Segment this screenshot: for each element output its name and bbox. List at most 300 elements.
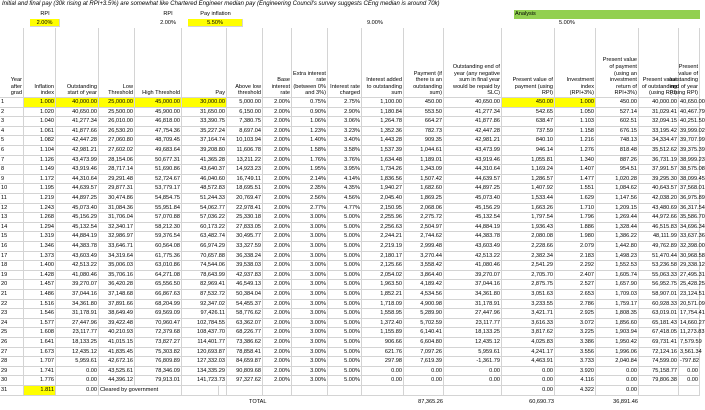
table-cell[interactable]: 2.00% — [263, 300, 292, 310]
table-cell[interactable]: 45,900.00 — [135, 108, 182, 118]
table-cell[interactable]: 1.776 — [24, 376, 56, 386]
table-cell[interactable]: Cleared by government — [99, 386, 219, 396]
column-header[interactable] — [328, 28, 362, 98]
table-cell[interactable]: 3.00% — [292, 309, 328, 319]
table-cell[interactable]: 59,376.54 — [135, 232, 182, 242]
table-cell[interactable]: 74,544.06 — [182, 261, 227, 271]
table-cell[interactable]: 14,660.27 — [679, 319, 700, 329]
column-header[interactable] — [56, 28, 99, 98]
table-cell[interactable]: 3.556 — [555, 348, 596, 358]
table-cell[interactable]: 1.340 — [555, 156, 596, 166]
column-header[interactable] — [502, 28, 555, 98]
table-cell[interactable]: 48,572.83 — [182, 184, 227, 194]
table-cell[interactable]: 2.14% — [292, 175, 328, 185]
table-cell[interactable]: 1.319 — [24, 232, 56, 242]
table-cell[interactable]: 46,818.00 — [135, 117, 182, 127]
table-cell[interactable]: 1 — [0, 98, 24, 108]
table-cell[interactable]: 25,428.25 — [679, 280, 700, 290]
table-cell[interactable]: 1,537.39 — [362, 146, 404, 156]
table-cell[interactable]: 26,530.20 — [99, 127, 135, 137]
table-cell[interactable]: 2.35% — [292, 184, 328, 194]
table-cell[interactable]: 1.000 — [555, 98, 596, 108]
table-cell[interactable]: 1,709.03 — [596, 290, 639, 300]
column-header[interactable] — [444, 28, 502, 98]
table-cell[interactable]: 2,744.62 — [404, 232, 444, 242]
table-cell[interactable]: 15 — [0, 232, 24, 242]
table-cell[interactable]: 4,241.17 — [502, 348, 555, 358]
table-cell[interactable]: 31,178.91 — [56, 309, 99, 319]
table-cell[interactable]: 6,140.41 — [404, 328, 444, 338]
table-cell[interactable]: 36,731.19 — [639, 156, 679, 166]
table-cell[interactable]: 1,808.35 — [596, 309, 639, 319]
table-cell[interactable]: 78,346.09 — [135, 367, 182, 377]
table-cell[interactable]: 23,117.77 — [56, 328, 99, 338]
table-cell[interactable]: 2.00% — [263, 165, 292, 175]
column-header[interactable] — [596, 28, 639, 98]
table-cell[interactable]: 1.629 — [555, 194, 596, 204]
table-cell[interactable]: 2,999.48 — [404, 242, 444, 252]
table-cell[interactable]: 46,549.13 — [227, 280, 263, 290]
table-cell[interactable]: 3.00% — [292, 280, 328, 290]
table-cell[interactable]: 2.00% — [263, 271, 292, 281]
table-cell[interactable]: 20,769.47 — [227, 194, 263, 204]
table-cell[interactable]: 33,327.59 — [227, 242, 263, 252]
table-cell[interactable]: 26,010.00 — [99, 117, 135, 127]
table-cell[interactable]: 1.796 — [555, 213, 596, 223]
table-cell[interactable]: 46,515.83 — [639, 223, 679, 233]
table-cell[interactable]: 38,999.23 — [679, 156, 700, 166]
table-cell[interactable]: 7,579.59 — [679, 338, 700, 348]
table-cell[interactable]: 40,650.00 — [56, 108, 99, 118]
table-cell[interactable] — [227, 386, 263, 396]
table-cell[interactable]: 1.407 — [555, 165, 596, 175]
table-cell[interactable]: 1.294 — [24, 223, 56, 233]
table-cell[interactable]: 44,383.78 — [444, 232, 502, 242]
table-cell[interactable]: 1,328.44 — [596, 223, 639, 233]
table-cell[interactable]: 1,657.90 — [596, 280, 639, 290]
table-cell[interactable]: 2.56% — [292, 194, 328, 204]
table-cell[interactable]: 23,124.51 — [679, 290, 700, 300]
table-cell[interactable]: 27,833.05 — [227, 223, 263, 233]
table-cell[interactable]: 1.76% — [292, 156, 328, 166]
table-cell[interactable]: 1,507.42 — [404, 175, 444, 185]
table-cell[interactable]: 3.00% — [292, 338, 328, 348]
table-cell[interactable]: 39,270.07 — [56, 280, 99, 290]
table-cell[interactable]: 1.477 — [555, 175, 596, 185]
table-cell[interactable]: 2.407 — [555, 271, 596, 281]
table-cell[interactable]: 68,226.77 — [227, 328, 263, 338]
table-cell[interactable]: 2,244.21 — [362, 232, 404, 242]
table-cell[interactable]: 2.00% — [263, 319, 292, 329]
table-cell[interactable]: 58,212.30 — [135, 223, 182, 233]
table-cell[interactable]: 63,362.07 — [227, 319, 263, 329]
table-cell[interactable]: 141,723.73 — [182, 376, 227, 386]
table-cell[interactable]: 36,317.54 — [679, 204, 700, 214]
table-cell[interactable]: 35,006.03 — [99, 261, 135, 271]
table-cell[interactable]: 297.98 — [362, 357, 404, 367]
table-cell[interactable]: 32,398.00 — [679, 242, 700, 252]
table-cell[interactable]: 1.428 — [24, 271, 56, 281]
table-cell[interactable]: 0.00 — [502, 376, 555, 386]
table-cell[interactable]: 3.00% — [292, 319, 328, 329]
table-cell[interactable]: 4.322 — [555, 386, 596, 396]
table-cell[interactable]: 2.079 — [555, 242, 596, 252]
table-cell[interactable]: 2.00% — [263, 117, 292, 127]
column-header[interactable] — [292, 28, 328, 98]
table-cell[interactable]: 840.10 — [502, 136, 555, 146]
table-cell[interactable]: 2,275.72 — [404, 213, 444, 223]
table-cell[interactable]: 25,500.00 — [99, 108, 135, 118]
table-cell[interactable]: 7,097.26 — [404, 348, 444, 358]
table-cell[interactable]: 11 — [0, 194, 24, 204]
table-cell[interactable]: 2,125.66 — [362, 261, 404, 271]
table-cell[interactable]: 44,897.25 — [444, 184, 502, 194]
column-header[interactable] — [555, 28, 596, 98]
table-cell[interactable]: 1.40% — [292, 136, 328, 146]
table-cell[interactable]: 13,211.22 — [227, 156, 263, 166]
table-cell[interactable]: 5.00% — [328, 309, 362, 319]
table-cell[interactable]: 2,228.66 — [502, 242, 555, 252]
table-cell[interactable]: 70,657.88 — [182, 252, 227, 262]
table-cell[interactable]: 782.73 — [404, 127, 444, 137]
table-cell[interactable]: 42,981.21 — [56, 146, 99, 156]
table-cell[interactable]: 1,797.54 — [502, 213, 555, 223]
table-cell[interactable]: 31 — [0, 386, 24, 396]
table-cell[interactable]: 1.061 — [24, 127, 56, 137]
table-cell[interactable]: 1,936.43 — [502, 223, 555, 233]
table-cell[interactable]: 44,639.57 — [444, 175, 502, 185]
table-cell[interactable]: 5.00% — [328, 271, 362, 281]
table-cell[interactable]: 60,173.22 — [182, 223, 227, 233]
table-cell[interactable]: 12,435.12 — [56, 348, 99, 358]
table-cell[interactable]: 1.457 — [24, 280, 56, 290]
table-cell[interactable]: 2.292 — [555, 261, 596, 271]
table-cell[interactable]: 43,603.49 — [444, 242, 502, 252]
table-cell[interactable]: 27,060.80 — [99, 136, 135, 146]
table-cell[interactable]: 34,361.80 — [56, 300, 99, 310]
table-cell[interactable]: 2,382.34 — [502, 252, 555, 262]
table-cell[interactable]: 1.400 — [24, 261, 56, 271]
table-cell[interactable]: 3.733 — [555, 357, 596, 367]
table-cell[interactable]: 44,884.19 — [444, 223, 502, 233]
table-cell[interactable]: 16 — [0, 242, 24, 252]
table-cell[interactable]: 1,682.60 — [404, 184, 444, 194]
table-cell[interactable]: 1,663.26 — [502, 204, 555, 214]
table-cell[interactable]: 6,150.00 — [227, 108, 263, 118]
column-header[interactable] — [404, 28, 444, 98]
table-cell[interactable] — [362, 386, 404, 396]
table-cell[interactable]: 1,180.84 — [362, 108, 404, 118]
table-cell[interactable]: 65,181.43 — [639, 319, 679, 329]
table-cell[interactable]: 53,236.58 — [639, 261, 679, 271]
table-cell[interactable]: 1.886 — [555, 223, 596, 233]
table-cell[interactable]: 43,919.46 — [444, 156, 502, 166]
table-cell[interactable]: 54,062.77 — [182, 204, 227, 214]
table-cell[interactable]: 2.00% — [263, 156, 292, 166]
table-cell[interactable]: 1,605.74 — [596, 271, 639, 281]
table-cell[interactable]: 0.00 — [444, 367, 502, 377]
table-cell[interactable]: 3,864.40 — [404, 271, 444, 281]
table-cell[interactable]: 75,158.77 — [639, 367, 679, 377]
table-cell[interactable]: 3,616.33 — [502, 319, 555, 329]
table-cell[interactable]: 1,269.44 — [596, 213, 639, 223]
table-cell[interactable]: 2.00% — [263, 367, 292, 377]
table-cell[interactable]: 57,036.22 — [182, 213, 227, 223]
table-cell[interactable]: 1.243 — [24, 204, 56, 214]
table-cell[interactable]: 1,950.42 — [596, 338, 639, 348]
table-cell[interactable]: 35,706.16 — [99, 271, 135, 281]
table-cell[interactable]: -1,361.79 — [444, 357, 502, 367]
table-cell[interactable]: 34,319.64 — [99, 252, 135, 262]
table-cell[interactable]: 26 — [0, 338, 24, 348]
table-cell[interactable]: 1,044.61 — [404, 146, 444, 156]
table-cell[interactable]: 676.15 — [596, 127, 639, 137]
table-cell[interactable]: 114,401.77 — [182, 338, 227, 348]
table-cell[interactable]: 45,132.54 — [444, 213, 502, 223]
table-cell[interactable]: 1.268 — [24, 213, 56, 223]
table-cell[interactable]: 34,696.34 — [679, 223, 700, 233]
table-cell[interactable]: 7,619.39 — [404, 357, 444, 367]
table-cell[interactable]: 1.000 — [24, 98, 56, 108]
table-cell[interactable]: 946.14 — [502, 146, 555, 156]
table-cell[interactable]: 2.183 — [555, 252, 596, 262]
table-cell[interactable]: 1.673 — [24, 348, 56, 358]
table-cell[interactable]: 50,677.31 — [135, 156, 182, 166]
table-cell[interactable]: 1,903.94 — [596, 328, 639, 338]
table-cell[interactable]: 40,251.50 — [679, 117, 700, 127]
table-cell[interactable]: 1,020.28 — [596, 175, 639, 185]
table-cell[interactable]: 87,532.72 — [182, 290, 227, 300]
table-cell[interactable]: 1.216 — [555, 136, 596, 146]
table-cell[interactable]: 17,754.41 — [679, 309, 700, 319]
table-cell[interactable]: 127,332.03 — [182, 357, 227, 367]
table-cell[interactable]: 0.00 — [596, 386, 639, 396]
table-cell[interactable]: 39,270.07 — [444, 271, 502, 281]
table-cell[interactable]: 40,000.00 — [639, 98, 679, 108]
table-cell[interactable]: 1,189.01 — [404, 156, 444, 166]
table-cell[interactable]: 2.90% — [328, 108, 362, 118]
table-cell[interactable]: 78,858.41 — [227, 348, 263, 358]
table-cell[interactable]: 1.710 — [555, 204, 596, 214]
table-cell[interactable]: 27,447.96 — [444, 309, 502, 319]
table-cell[interactable]: 14 — [0, 223, 24, 233]
table-cell[interactable]: 8 — [0, 165, 24, 175]
table-cell[interactable] — [404, 386, 444, 396]
table-cell[interactable]: 55,063.33 — [639, 271, 679, 281]
table-cell[interactable]: 41,015.15 — [99, 338, 135, 348]
table-cell[interactable]: 45,073.40 — [56, 204, 99, 214]
table-cell[interactable]: 42,447.28 — [444, 127, 502, 137]
table-cell[interactable]: 23,117.77 — [444, 319, 502, 329]
table-cell[interactable]: 60,928.33 — [639, 300, 679, 310]
table-cell[interactable]: 2.00% — [263, 338, 292, 348]
table-cell[interactable]: 72,124.16 — [639, 348, 679, 358]
table-cell[interactable]: 0.00 — [679, 367, 700, 377]
table-cell[interactable]: 0.75% — [292, 98, 328, 108]
table-cell[interactable]: 1.486 — [24, 290, 56, 300]
table-cell[interactable]: 2.00% — [263, 309, 292, 319]
table-cell[interactable]: 37,991.57 — [639, 165, 679, 175]
table-cell[interactable]: 1,836.56 — [362, 175, 404, 185]
table-cell[interactable]: 41,277.34 — [444, 108, 502, 118]
column-header[interactable] — [182, 28, 227, 98]
table-cell[interactable]: 1.082 — [24, 136, 56, 146]
table-cell[interactable]: 54,455.37 — [227, 300, 263, 310]
table-cell[interactable]: 1.95% — [292, 165, 328, 175]
table-cell[interactable]: 2.00% — [263, 328, 292, 338]
table-cell[interactable]: 2.925 — [555, 309, 596, 319]
table-cell[interactable]: 1.346 — [24, 242, 56, 252]
table-cell[interactable]: 1.23% — [292, 127, 328, 137]
table-cell[interactable]: 42,038.20 — [639, 194, 679, 204]
table-cell[interactable]: 3.00% — [292, 376, 328, 386]
table-cell[interactable]: 37,568.01 — [679, 184, 700, 194]
table-cell[interactable]: 3.00% — [292, 213, 328, 223]
table-cell[interactable]: 3.00% — [292, 367, 328, 377]
table-cell[interactable]: 37,891.66 — [99, 300, 135, 310]
table-cell[interactable]: 1,055.81 — [502, 156, 555, 166]
table-cell[interactable]: 42,513.22 — [444, 252, 502, 262]
table-cell[interactable]: 66,867.63 — [135, 290, 182, 300]
table-cell[interactable]: 22 — [0, 300, 24, 310]
table-cell[interactable]: 3.00% — [292, 261, 328, 271]
table-cell[interactable]: 79,913.01 — [135, 376, 182, 386]
table-cell[interactable]: 1,155.89 — [362, 328, 404, 338]
table-cell[interactable]: 134,335.29 — [182, 367, 227, 377]
table-cell[interactable]: 51,690.86 — [135, 165, 182, 175]
table-cell[interactable]: 23 — [0, 309, 24, 319]
table-cell[interactable]: 12 — [0, 204, 24, 214]
table-cell[interactable]: 1,100.00 — [362, 98, 404, 108]
table-cell[interactable]: 1.040 — [24, 117, 56, 127]
table-cell[interactable]: 3,270.44 — [404, 252, 444, 262]
table-cell[interactable]: 40,650.00 — [679, 98, 700, 108]
table-cell[interactable]: 3.00% — [292, 242, 328, 252]
table-cell[interactable] — [135, 386, 182, 396]
table-cell[interactable]: 8,697.04 — [227, 127, 263, 137]
table-cell[interactable]: 737.59 — [502, 127, 555, 137]
table-cell[interactable]: 2.75% — [328, 98, 362, 108]
table-cell[interactable]: 450.00 — [502, 98, 555, 108]
table-cell[interactable]: 44,897.25 — [56, 194, 99, 204]
table-cell[interactable]: 553.50 — [404, 108, 444, 118]
table-cell[interactable]: 36,975.89 — [679, 194, 700, 204]
table-cell[interactable]: 29,338.12 — [679, 261, 700, 271]
table-cell[interactable]: 1,386.22 — [596, 232, 639, 242]
table-cell[interactable]: 40,467.79 — [679, 108, 700, 118]
table-cell[interactable]: 2,255.96 — [362, 213, 404, 223]
table-cell[interactable]: 2.00% — [263, 242, 292, 252]
table-cell[interactable]: 2,045.40 — [362, 194, 404, 204]
table-cell[interactable]: 69,569.09 — [135, 309, 182, 319]
table-cell[interactable]: 5.00% — [328, 261, 362, 271]
column-header[interactable] — [669, 28, 700, 98]
table-cell[interactable]: 1.020 — [24, 108, 56, 118]
table-cell[interactable]: 4,534.56 — [404, 290, 444, 300]
table-cell[interactable]: 48,709.45 — [135, 136, 182, 146]
table-cell[interactable]: 2.00% — [263, 175, 292, 185]
table-cell[interactable] — [679, 386, 700, 396]
table-cell[interactable]: 1.103 — [555, 117, 596, 127]
table-cell[interactable]: 1,264.78 — [362, 117, 404, 127]
table-cell[interactable]: 2,068.06 — [404, 204, 444, 214]
table-cell[interactable]: 1.641 — [24, 338, 56, 348]
table-cell[interactable]: 120,693.87 — [182, 348, 227, 358]
table-cell[interactable]: 28,154.06 — [99, 156, 135, 166]
table-cell[interactable]: 39,422.48 — [99, 319, 135, 329]
table-cell[interactable]: 3 — [0, 117, 24, 127]
table-cell[interactable]: 5,959.61 — [56, 357, 99, 367]
table-cell[interactable]: 102,784.55 — [182, 319, 227, 329]
table-cell[interactable]: 43,919.46 — [56, 165, 99, 175]
table-cell[interactable]: 1,558.95 — [362, 309, 404, 319]
table-cell[interactable]: 1,498.23 — [596, 252, 639, 262]
table-cell[interactable]: 1,963.50 — [362, 280, 404, 290]
table-cell[interactable]: 90,809.68 — [227, 367, 263, 377]
table-cell[interactable]: 41,365.28 — [182, 156, 227, 166]
table-cell[interactable]: 31,178.91 — [444, 300, 502, 310]
table-cell[interactable]: 44,972.66 — [639, 213, 679, 223]
table-cell[interactable]: 73,386.62 — [227, 338, 263, 348]
table-cell[interactable]: 6 — [0, 146, 24, 156]
table-cell[interactable]: 55,951.84 — [135, 204, 182, 214]
table-cell[interactable]: 70,960.47 — [135, 319, 182, 329]
table-cell[interactable]: 30,474.86 — [99, 194, 135, 204]
table-cell[interactable]: 1,734.26 — [362, 165, 404, 175]
table-cell[interactable]: 41,877.66 — [56, 127, 99, 137]
table-cell[interactable]: 3.00% — [292, 271, 328, 281]
table-cell[interactable]: 621.76 — [362, 348, 404, 358]
table-cell[interactable]: 3.95% — [328, 165, 362, 175]
table-cell[interactable]: 34,334.47 — [639, 136, 679, 146]
table-cell[interactable]: 2.77% — [292, 204, 328, 214]
table-cell[interactable]: 39,999.02 — [679, 127, 700, 137]
table-cell[interactable]: 45,156.29 — [444, 204, 502, 214]
table-cell[interactable]: 1.276 — [555, 146, 596, 156]
table-cell[interactable]: 4.14% — [328, 175, 362, 185]
table-cell[interactable]: 1.577 — [24, 319, 56, 329]
table-cell[interactable]: 61,775.36 — [135, 252, 182, 262]
table-cell[interactable]: 1.707 — [24, 357, 56, 367]
table-cell[interactable]: 0.00 — [56, 367, 99, 377]
table-cell[interactable]: 2.00% — [263, 357, 292, 367]
table-cell[interactable]: 1,533.44 — [502, 194, 555, 204]
table-cell[interactable]: 1,343.09 — [404, 165, 444, 175]
table-cell[interactable]: 75,303.82 — [135, 348, 182, 358]
table-cell[interactable]: 3,233.55 — [502, 300, 555, 310]
table-cell[interactable]: 16,749.11 — [227, 175, 263, 185]
table-cell[interactable] — [639, 386, 679, 396]
column-header[interactable] — [227, 28, 263, 98]
table-cell[interactable]: 20 — [0, 280, 24, 290]
table-cell[interactable]: 28,717.14 — [99, 165, 135, 175]
table-cell[interactable]: 638.47 — [502, 117, 555, 127]
table-cell[interactable]: 41,080.46 — [444, 261, 502, 271]
table-cell[interactable]: 7 — [0, 156, 24, 166]
table-cell[interactable]: 1,169.24 — [502, 165, 555, 175]
table-cell[interactable]: 44,639.57 — [56, 184, 99, 194]
table-cell[interactable]: 602.51 — [596, 117, 639, 127]
table-cell[interactable]: 24 — [0, 319, 24, 329]
table-cell[interactable]: 3.072 — [555, 319, 596, 329]
table-cell[interactable]: 2,080.08 — [502, 232, 555, 242]
table-cell[interactable]: 1.149 — [24, 165, 56, 175]
table-cell[interactable]: 25 — [0, 328, 24, 338]
table-cell[interactable]: 42,447.28 — [56, 136, 99, 146]
table-cell[interactable]: 32,986.97 — [99, 232, 135, 242]
pay-inflation-value[interactable]: 5.50% — [188, 19, 243, 27]
table-cell[interactable]: 5.00% — [328, 290, 362, 300]
